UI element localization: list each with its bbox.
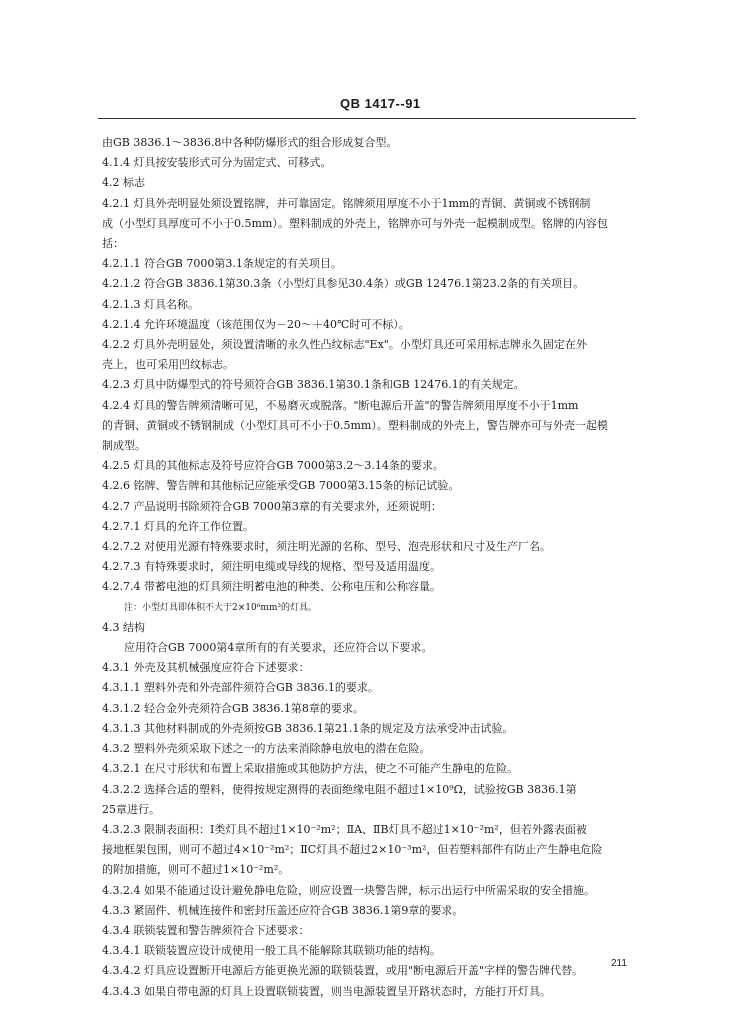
text-line: 4.2.6 铭牌、警告牌和其他标记应能承受GB 7000第3.15条的标记试验。 — [102, 479, 460, 493]
text-line: 的附加措施，则可不超过1×10⁻²m²。 — [102, 863, 290, 877]
text-line: 4.2.4 灯具的警告牌须清晰可见，不易磨灭或脱落。"断电源后开盖"的警告牌须用厚度不小于1mm — [102, 398, 579, 412]
text-line: 制成型。 — [102, 439, 146, 453]
text-line: 4.2.5 灯具的其他标志及符号应符合GB 7000第3.2～3.14条的要求。 — [102, 459, 444, 473]
text-line: 4.3.4.2 灯具应设置断开电源后方能更换光源的联锁装置，或用"断电源后开盖"字样的警告牌代替。 — [102, 964, 584, 978]
text-line: 4.3.1.2 轻合金外壳须符合GB 3836.1第8章的要求。 — [102, 701, 364, 715]
text-line: 的青铜、黄铜或不锈钢制成（小型灯具可不小于0.5mm）。塑料制成的外壳上，警告牌亦可与外壳一起模 — [102, 418, 608, 432]
text-line: 4.3.1.3 其他材料制成的外壳须按GB 3836.1第21.1条的规定及方法承受冲击试验。 — [102, 721, 514, 735]
text-line: 4.3.4.1 联锁装置应设计成使用一般工具不能解除其联锁功能的结构。 — [102, 944, 441, 958]
text-line: 4.3.2.3 限制表面积：Ⅰ类灯具不超过1×10⁻²m²；ⅡA、ⅡB灯具不超过1×10⁻²m²，但若外露表面被 — [102, 822, 587, 836]
text-line: 4.2.7.2 对使用光源有特殊要求时，须注明光源的名称、型号、泡壳形状和尺寸及生产厂名。 — [102, 540, 551, 554]
text-line: 接地框架包围，则可不超过4×10⁻²m²；ⅡC灯具不超过2×10⁻³m²，但若塑料部件有防止产生静电危险 — [102, 843, 603, 857]
document-body — [102, 133, 660, 1002]
text-line: 壳上，也可采用凹纹标志。 — [102, 358, 234, 372]
text-line: 4.2.2 灯具外壳明显处，须设置清晰的永久性凸纹标志"Ex"。小型灯具还可采用标志牌永久固定在外 — [102, 338, 587, 352]
standard-code-header: QB 1417--91 — [340, 96, 421, 111]
text-line: 4.3.2 塑料外壳须采取下述之一的方法来消除静电放电的潜在危险。 — [102, 742, 431, 756]
text-line: 4.3.1.1 塑料外壳和外壳部件须符合GB 3836.1的要求。 — [102, 681, 379, 695]
text-line: 4.2.3 灯具中防爆型式的符号须符合GB 3836.1第30.1条和GB 12476.1的有关规定。 — [102, 378, 525, 392]
text-line: 4.3.2.1 在尺寸形状和布置上采取措施或其他防护方法，使之不可能产生静电的危险。 — [102, 762, 518, 776]
text-line: 由GB 3836.1～3836.8中各种防爆形式的组合形成复合型。 — [102, 136, 398, 149]
text-line: 25章进行。 — [102, 802, 160, 816]
text-line: 4.3.1 外壳及其机械强度应符合下述要求： — [102, 661, 310, 675]
page-number: 211 — [611, 958, 627, 969]
text-line: 4.2.1.2 符合GB 3836.1第30.3条（小型灯具参见30.4条）或GB 12476.1第23.2条的有关项目。 — [102, 277, 585, 291]
text-line: 4.3.4 联锁装置和警告牌须符合下述要求： — [102, 923, 310, 937]
text-line: 4.2.1.4 允许环境温度（该范围仅为－20～＋40℃时可不标）。 — [102, 317, 410, 331]
text-line: 4.3.2.4 如果不能通过设计避免静电危险，则应设置一块警告牌，标示出运行中所需采取的安全措施。 — [102, 883, 595, 897]
text-line: 4.3.4.3 如果自带电源的灯具上设置联锁装置，则当电源装置呈开路状态时，方能打开灯具。 — [102, 984, 551, 998]
text-line: 4.2.1.1 符合GB 7000第3.1条规定的有关项目。 — [102, 257, 342, 271]
text-line: 应用符合GB 7000第4章所有的有关要求，还应符合以下要求。 — [124, 641, 433, 655]
footnote-line: 注：小型灯具即体积不大于2×10⁶mm³的灯具。 — [124, 602, 318, 613]
text-line: 4.2.1.3 灯具名称。 — [102, 297, 199, 311]
text-line: 4.3 结构 — [102, 620, 145, 634]
text-line: 成（小型灯具厚度可不小于0.5mm）。塑料制成的外壳上，铭牌亦可与外壳一起模制成型。铭牌的内容包 — [102, 216, 608, 230]
text-line: 4.2.7 产品说明书除须符合GB 7000第3章的有关要求外，还须说明： — [102, 499, 442, 513]
text-line: 4.1.4 灯具按安装形式可分为固定式、可移式。 — [102, 156, 332, 170]
text-line: 4.2.7.3 有特殊要求时，须注明电缆或导线的规格、型号及适用温度。 — [102, 560, 441, 574]
text-line: 括： — [102, 237, 124, 251]
text-line: 4.3.3 紧固件、机械连接件和密封压盖还应符合GB 3836.1第9章的要求。 — [102, 903, 464, 917]
text-line: 4.2.1 灯具外壳明显处须设置铭牌，并可靠固定。铭牌须用厚度不小于1mm的青铜、黄铜或不锈钢制 — [102, 196, 591, 210]
text-line: 4.2.7.4 带蓄电池的灯具须注明蓄电池的种类、公称电压和公称容量。 — [102, 580, 441, 594]
text-line: 4.2 标志 — [102, 176, 145, 190]
header-rule — [98, 118, 636, 119]
text-line: 4.2.7.1 灯具的允许工作位置。 — [102, 519, 254, 533]
text-line: 4.3.2.2 选择合适的塑料，使得按规定测得的表面绝缘电阻不超过1×10⁹Ω，试验按GB 3836.1第 — [102, 782, 577, 796]
